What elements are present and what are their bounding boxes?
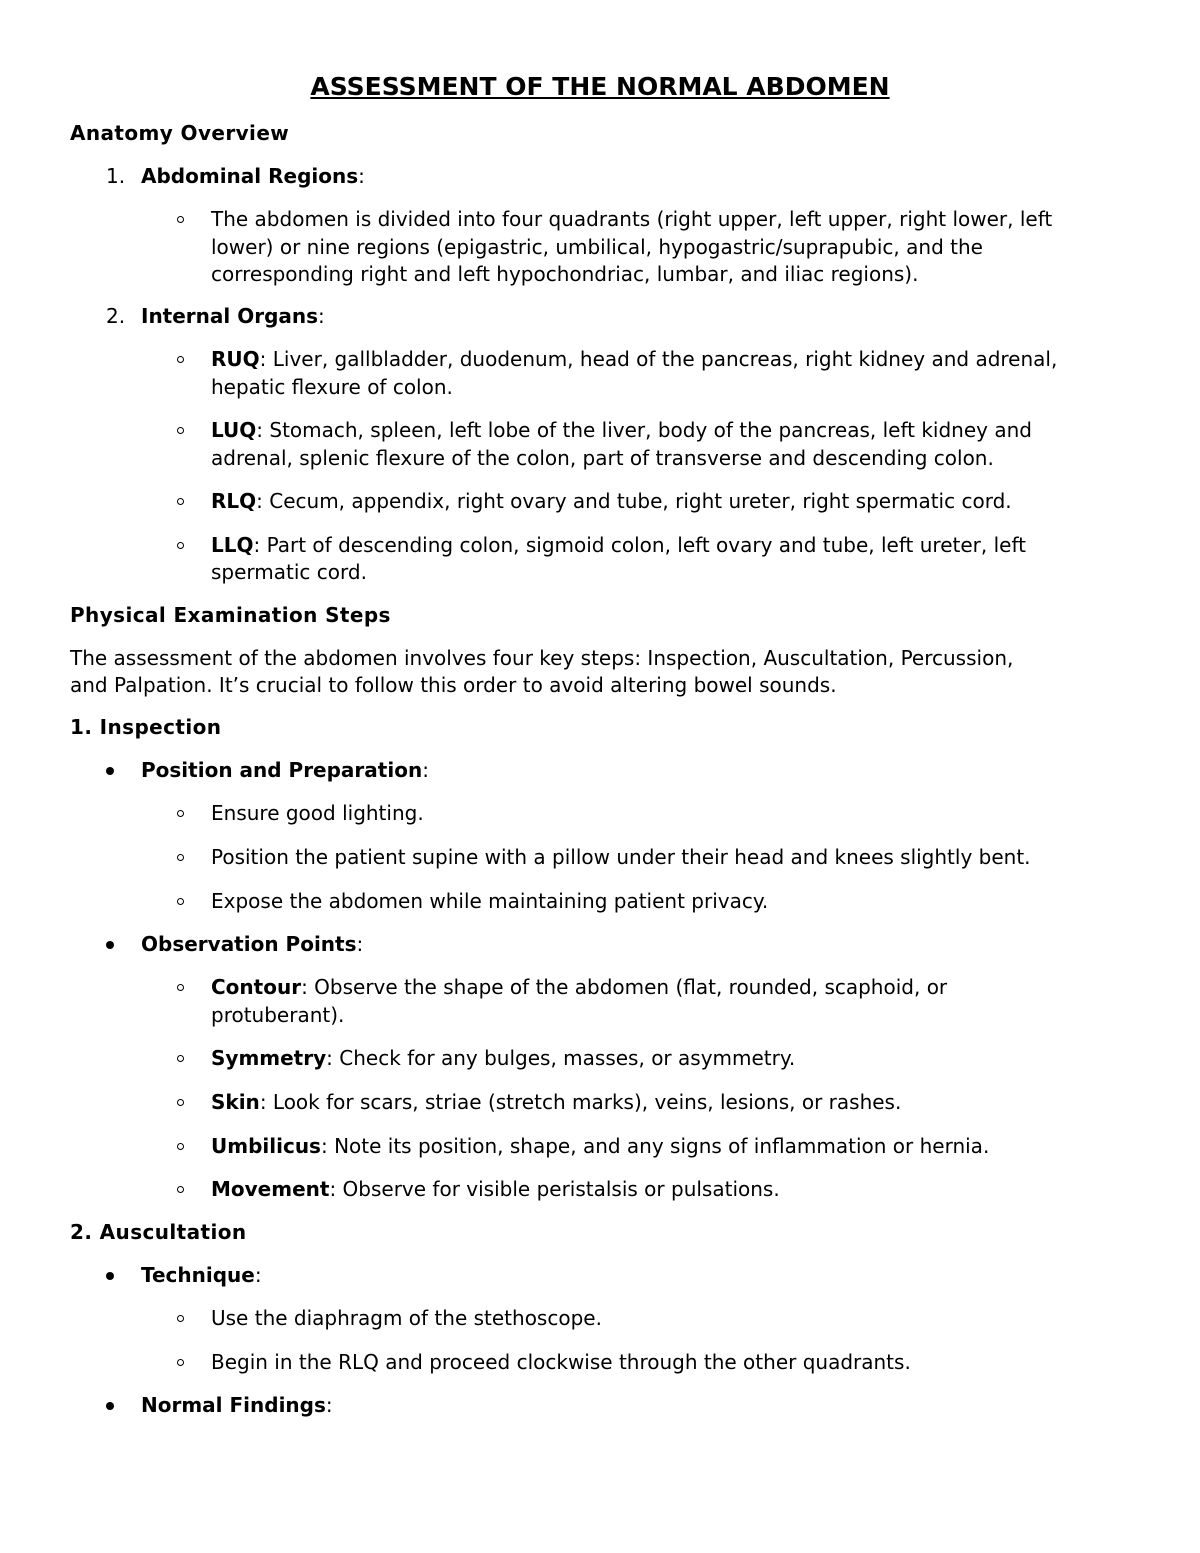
- circle-bullet-icon: [177, 1099, 184, 1106]
- regions-text-line: lower) or nine regions (epigastric, umbilical, hypogastric/suprapubic, and the: [211, 235, 983, 259]
- observation-item-umbilicus: Umbilicus: Note its position, shape, and any signs of inflammation or hernia.: [211, 1134, 990, 1158]
- list-item-normal-findings: Normal Findings:: [141, 1393, 333, 1417]
- observation-item-movement: Movement: Observe for visible peristalsis or pulsations.: [211, 1177, 780, 1201]
- circle-bullet-icon: [177, 1186, 184, 1193]
- observation-item-contour-cont: protuberant).: [211, 1003, 345, 1027]
- exam-intro-line: and Palpation. It’s crucial to follow this order to avoid altering bowel sounds.: [70, 673, 837, 697]
- organ-item-luq: LUQ: Stomach, spleen, left lobe of the liver, body of the pancreas, left kidney and: [211, 418, 1032, 442]
- organ-item-ruq: RUQ: Liver, gallbladder, duodenum, head of the pancreas, right kidney and adrenal,: [211, 347, 1058, 371]
- circle-bullet-icon: [177, 1315, 184, 1322]
- organ-item-llq: LLQ: Part of descending colon, sigmoid colon, left ovary and tube, left ureter, left: [211, 533, 1026, 557]
- disc-bullet-icon: [106, 941, 114, 949]
- position-item: Ensure good lighting.: [211, 801, 424, 825]
- circle-bullet-icon: [177, 984, 184, 991]
- circle-bullet-icon: [177, 1359, 184, 1366]
- technique-item: Use the diaphragm of the stethoscope.: [211, 1306, 602, 1330]
- circle-bullet-icon: [177, 427, 184, 434]
- list-number: 1.: [106, 164, 126, 188]
- circle-bullet-icon: [177, 898, 184, 905]
- circle-bullet-icon: [177, 810, 184, 817]
- position-item: Expose the abdomen while maintaining patient privacy.: [211, 889, 769, 913]
- section-heading-anatomy: Anatomy Overview: [70, 121, 290, 145]
- list-item-position: Position and Preparation:: [141, 758, 429, 782]
- regions-text-line: corresponding right and left hypochondriac, lumbar, and iliac regions).: [211, 262, 919, 286]
- circle-bullet-icon: [177, 542, 184, 549]
- regions-text-line: The abdomen is divided into four quadrants (right upper, left upper, right lower, left: [211, 207, 1053, 231]
- circle-bullet-icon: [177, 854, 184, 861]
- circle-bullet-icon: [177, 356, 184, 363]
- disc-bullet-icon: [106, 1402, 114, 1410]
- technique-item: Begin in the RLQ and proceed clockwise through the other quadrants.: [211, 1350, 911, 1374]
- observation-item-contour: Contour: Observe the shape of the abdomen (flat, rounded, scaphoid, or: [211, 975, 948, 999]
- position-item: Position the patient supine with a pillow under their head and knees slightly bent.: [211, 845, 1031, 869]
- organ-item-luq-cont: adrenal, splenic flexure of the colon, part of transverse and descending colon.: [211, 446, 994, 470]
- section-heading-exam: Physical Examination Steps: [70, 603, 391, 627]
- observation-item-skin: Skin: Look for scars, striae (stretch marks), veins, lesions, or rashes.: [211, 1090, 902, 1114]
- organ-item-rlq: RLQ: Cecum, appendix, right ovary and tube, right ureter, right spermatic cord.: [211, 489, 1012, 513]
- section-heading-auscultation: 2. Auscultation: [70, 1220, 247, 1244]
- circle-bullet-icon: [177, 216, 184, 223]
- exam-intro-line: The assessment of the abdomen involves four key steps: Inspection, Auscultation, Percussion,: [70, 646, 1014, 670]
- disc-bullet-icon: [106, 767, 114, 775]
- list-item-observation: Observation Points:: [141, 932, 364, 956]
- disc-bullet-icon: [106, 1272, 114, 1280]
- page-title: ASSESSMENT OF THE NORMAL ABDOMEN: [310, 72, 890, 101]
- observation-item-symmetry: Symmetry: Check for any bulges, masses, or asymmetry.: [211, 1046, 796, 1070]
- circle-bullet-icon: [177, 498, 184, 505]
- list-item-internal-organs: Internal Organs:: [141, 304, 325, 328]
- list-item-technique: Technique:: [141, 1263, 262, 1287]
- organ-item-ruq-cont: hepatic flexure of colon.: [211, 375, 453, 399]
- list-item-abdominal-regions: Abdominal Regions:: [141, 164, 365, 188]
- circle-bullet-icon: [177, 1055, 184, 1062]
- list-number: 2.: [106, 304, 126, 328]
- organ-item-llq-cont: spermatic cord.: [211, 560, 367, 584]
- section-heading-inspection: 1. Inspection: [70, 715, 222, 739]
- circle-bullet-icon: [177, 1143, 184, 1150]
